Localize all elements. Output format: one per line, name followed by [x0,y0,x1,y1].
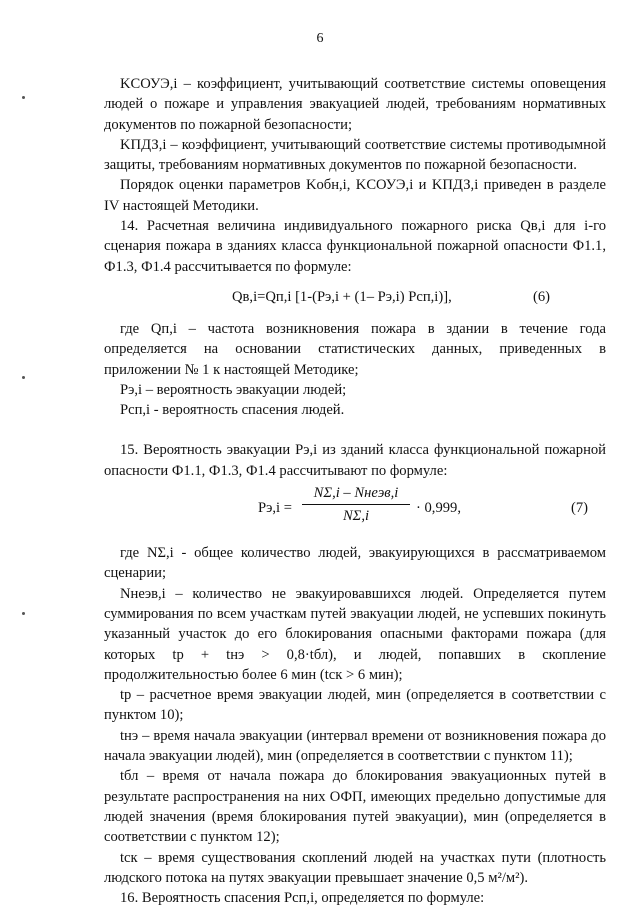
paragraph: tбл – время от начала пожара до блокирования эвакуационных путей в результате распространения на них ОФП, имеющих предельно допустимые для людей значения (время блокирования путей эвакуации), мин (определяется в соответствии с пунктом 12); [104,768,606,846]
paragraph: Nнеэв,i – количество не эвакуировавшихся людей. Определяется путем суммирования по всем участкам путей эвакуации людей, не успевших покинуть указанный участок до его блокирования опасными факторами пожара (для которых tр + tнэ > 0,8·tбл), и людей, попавших в скопление продолжительностью более 6 мин (tск > 6 мин); [104,585,606,683]
scan-mark [22,612,25,615]
formula-6-number: (6) [532,288,550,305]
formula-6-expression: Qв,i=Qп,i [1-(Pэ,i + (1– Pэ,i) Pсп,i)], [232,288,452,305]
formula-7-lhs: Pэ,i = [258,500,292,517]
paragraph: KПДЗ,i – коэффициент, учитывающий соответствие системы противодымной защиты, требованиям нормативных документов по пожарной безопасности. [104,136,606,174]
formula-7-fraction [302,483,410,527]
paragraph: Pсп,i - вероятность спасения людей. [120,402,345,419]
paragraph: KСОУЭ,i – коэффициент, учитывающий соответствие системы оповещения людей о пожаре и управления эвакуацией людей, требованиям нормативных документов по пожарной безопасности; [104,76,606,133]
document-body [104,74,606,908]
paragraph: tнэ – время начала эвакуации (интервал времени от возникновения пожара до начала эвакуации людей), мин (определяется в соответствии с пунктом 11); [104,727,606,765]
paragraph: где Qп,i – частота возникновения пожара в здании в течение года определяется на основании статистических данных, приведенных в приложении № 1 к настоящей Методике; [104,320,606,378]
paragraph: tр – расчетное время эвакуации людей, мин (определяется в соответствии с пунктом 10); [104,687,606,724]
scan-mark [22,376,25,379]
formula-7-numerator: NΣ,i – Nнеэв,i [313,485,399,502]
paragraph: где NΣ,i - общее количество людей, эвакуирующихся в рассматриваемом сценарии; [104,545,606,582]
formula-7 [104,483,606,533]
formula-7-tail: · 0,999, [416,500,461,517]
formula-7-denominator: NΣ,i [342,508,370,525]
page-number: 6 [316,31,324,46]
paragraph: tск – время существования скоплений людей на участках пути (плотность людского потока на путях эвакуации превышает значение 0,5 м²/м²). [104,849,606,886]
formula-7-number: (7) [570,500,588,517]
paragraph: 16. Вероятность спасения Pсп,i, определяется по формуле: [120,890,485,907]
paragraph: Порядок оценки параметров Kобн,i, KСОУЭ,i и KПДЗ,i приведен в разделе IV настоящей Методики. [104,177,606,214]
scan-mark [22,96,25,99]
paragraph: 15. Вероятность эвакуации Pэ,i из зданий класса функциональной пожарной опасности Ф1.1, Ф1.3, Ф1.4 рассчитывают по формуле: [104,442,606,479]
paragraph: Pэ,i – вероятность эвакуации людей; [120,381,347,398]
fraction-bar [302,504,410,505]
paragraph: 14. Расчетная величина индивидуального пожарного риска Qв,i для i-го сценария пожара в зданиях класса функциональной пожарной опасности Ф1.1, Ф1.3, Ф1.4 рассчитывается по формуле: [104,218,606,275]
formula-6 [104,281,606,313]
